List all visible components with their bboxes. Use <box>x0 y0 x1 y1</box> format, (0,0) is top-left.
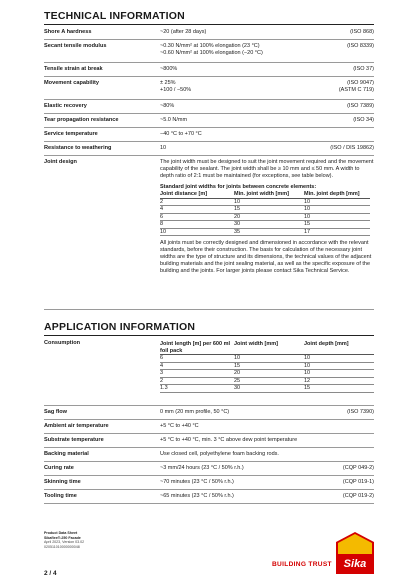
row-label: Substrate temperature <box>44 437 104 443</box>
row-value: ~80% <box>160 103 175 109</box>
row-standard: (ISO 8339) <box>347 43 374 49</box>
row-value: +5 °C to +40 °C <box>160 423 199 429</box>
table-header-row <box>160 191 370 198</box>
row-value: ~65 minutes (23 °C / 50% r.h.) <box>160 493 234 499</box>
row-label: Consumption <box>44 340 81 346</box>
tech-row-tear-propagation <box>44 115 374 128</box>
row-value: ~0.30 N/mm² at 100% elongation (23 °C) ~0.60 N/mm² at 100% elongation (−20 °C) <box>160 43 263 56</box>
row-standard: (ISO 37) <box>353 66 374 72</box>
row-label: Shore A hardness <box>44 29 92 35</box>
footer-product-info <box>44 531 84 549</box>
col-header: Joint length [m] per 600 ml foil pack <box>160 341 234 355</box>
tech-row-service-temperature <box>44 129 374 142</box>
row-standard: (ISO 9047) (ASTM C 719) <box>338 80 374 93</box>
row-label: Ambient air temperature <box>44 423 109 429</box>
row-label: Tensile strain at break <box>44 66 103 72</box>
app-row-curing-rate <box>44 463 374 476</box>
row-value: ~800% <box>160 66 178 72</box>
row-label: Skinning time <box>44 479 81 485</box>
row-label: Elastic recovery <box>44 103 87 109</box>
row-standard: (ISO 868) <box>350 29 374 35</box>
tech-row-elastic-recovery <box>44 101 374 114</box>
row-value: ~20 (after 28 days) <box>160 29 207 35</box>
row-value: −40 °C to +70 °C <box>160 131 202 137</box>
table-row: 10 35 17 <box>160 228 370 236</box>
table-row: 8 30 15 <box>160 221 370 229</box>
app-row-ambient-temperature <box>44 421 374 434</box>
page-number: 2 / 4 <box>44 570 57 577</box>
app-row-tooling-time <box>44 491 374 504</box>
col-header: Min. joint width [mm] <box>234 191 304 198</box>
row-label: Movement capability <box>44 80 100 86</box>
row-standard: (ISO 7389) <box>347 103 374 109</box>
row-value: ~5.0 N/mm <box>160 117 188 123</box>
tech-row-tensile-strain <box>44 64 374 77</box>
tech-row-weathering <box>44 143 374 156</box>
table-row: 4 15 10 <box>160 362 374 370</box>
row-label: Backing material <box>44 451 89 457</box>
footer-version: April 2023, Version 03.02 <box>44 540 85 544</box>
joint-design-content <box>160 159 374 279</box>
table-header-row <box>160 341 374 355</box>
row-label: Sag flow <box>44 409 67 415</box>
row-standard: (ISO 7390) <box>347 409 374 415</box>
col-header: Min. joint depth [mm] <box>304 191 370 198</box>
section-title-application: APPLICATION INFORMATION <box>44 321 196 333</box>
row-label: Curing rate <box>44 465 74 471</box>
sika-logo-icon <box>336 532 374 574</box>
col-header: Joint distance [m] <box>160 191 234 198</box>
row-standard: (ISO / DIS 19862) <box>330 145 374 151</box>
table-row: 2 25 12 <box>160 377 374 385</box>
consumption-table <box>160 341 374 393</box>
row-value: +5 °C to +40 °C, min. 3 °C above dew point temperature <box>160 437 298 443</box>
table-row: 4 15 10 <box>160 206 370 214</box>
tech-row-movement-capability <box>44 78 374 100</box>
row-standard: (ISO 34) <box>353 117 374 123</box>
row-label: Joint design <box>44 159 77 165</box>
row-label: Tear propagation resistance <box>44 117 119 123</box>
table-row: 2 10 10 <box>160 198 370 206</box>
brand-slogan: BUILDING TRUST <box>272 561 332 568</box>
section-title-technical: TECHNICAL INFORMATION <box>44 10 185 22</box>
footer-code: 020511010000000048 <box>44 544 80 549</box>
app-row-sag-flow <box>44 407 374 420</box>
footer-product-name: Sikaflex®-250 Facade <box>44 535 81 540</box>
table-row: 3 20 10 <box>160 370 374 378</box>
col-header: Joint depth [mm] <box>304 341 374 355</box>
table-row: 6 10 10 <box>160 355 374 363</box>
joint-table-title: Standard joint widths for joints between concrete elements: <box>160 184 317 190</box>
table-row: 1.3 30 15 <box>160 385 374 393</box>
svg-text:Sika: Sika <box>343 558 367 570</box>
tech-row-secant-modulus <box>44 41 374 63</box>
row-label: Resistance to weathering <box>44 145 112 151</box>
app-row-backing-material <box>44 449 374 462</box>
tech-row-shore-hardness <box>44 27 374 40</box>
joint-width-table <box>160 191 370 236</box>
footer-doc-type: Product Data Sheet <box>44 531 78 535</box>
row-value: ~3 mm/24 hours (23 °C / 50% r.h.) <box>160 465 244 471</box>
row-label: Tooling time <box>44 493 77 499</box>
row-standard: (CQP 019-2) <box>342 493 374 499</box>
row-value: ± 25% +100 / −50% <box>160 80 192 93</box>
joint-design-outro: All joints must be correctly designed and dimensioned in accordance with the relevant standards, before their construction. The basis for calculation of the necessary joint widths are the type of structure and its dimensions, the technical values of the adjacent building materials and the joint sealing material, as well as the specific exposure of the building and the joints. For larger joints please contact Sika Technical Service. <box>160 240 372 275</box>
section-rule <box>44 335 374 336</box>
row-label: Secant tensile modulus <box>44 43 107 49</box>
section-rule <box>44 24 374 25</box>
row-value: 10 <box>160 145 167 151</box>
row-standard: (CQP 019-1) <box>342 479 374 485</box>
row-label: Service temperature <box>44 131 98 137</box>
row-value: ~70 minutes (23 °C / 50% r.h.) <box>160 479 234 485</box>
app-row-skinning-time <box>44 477 374 490</box>
row-value: Use closed cell, polyethylene foam backing rods. <box>160 451 279 457</box>
col-header: Joint width [mm] <box>234 341 304 355</box>
app-row-substrate-temperature <box>44 435 374 448</box>
joint-design-intro: The joint width must be designed to suit the joint movement required and the movement capability of the sealant. The joint width shall be ≥ 10 mm and ≤ 50 mm. A width to depth ratio of 2:1 must be maintained (for exceptions, see table below). <box>160 159 374 179</box>
row-standard: (CQP 049-2) <box>342 465 374 471</box>
row-value: 0 mm (20 mm profile, 50 °C) <box>160 409 230 415</box>
table-row: 6 20 10 <box>160 213 370 221</box>
